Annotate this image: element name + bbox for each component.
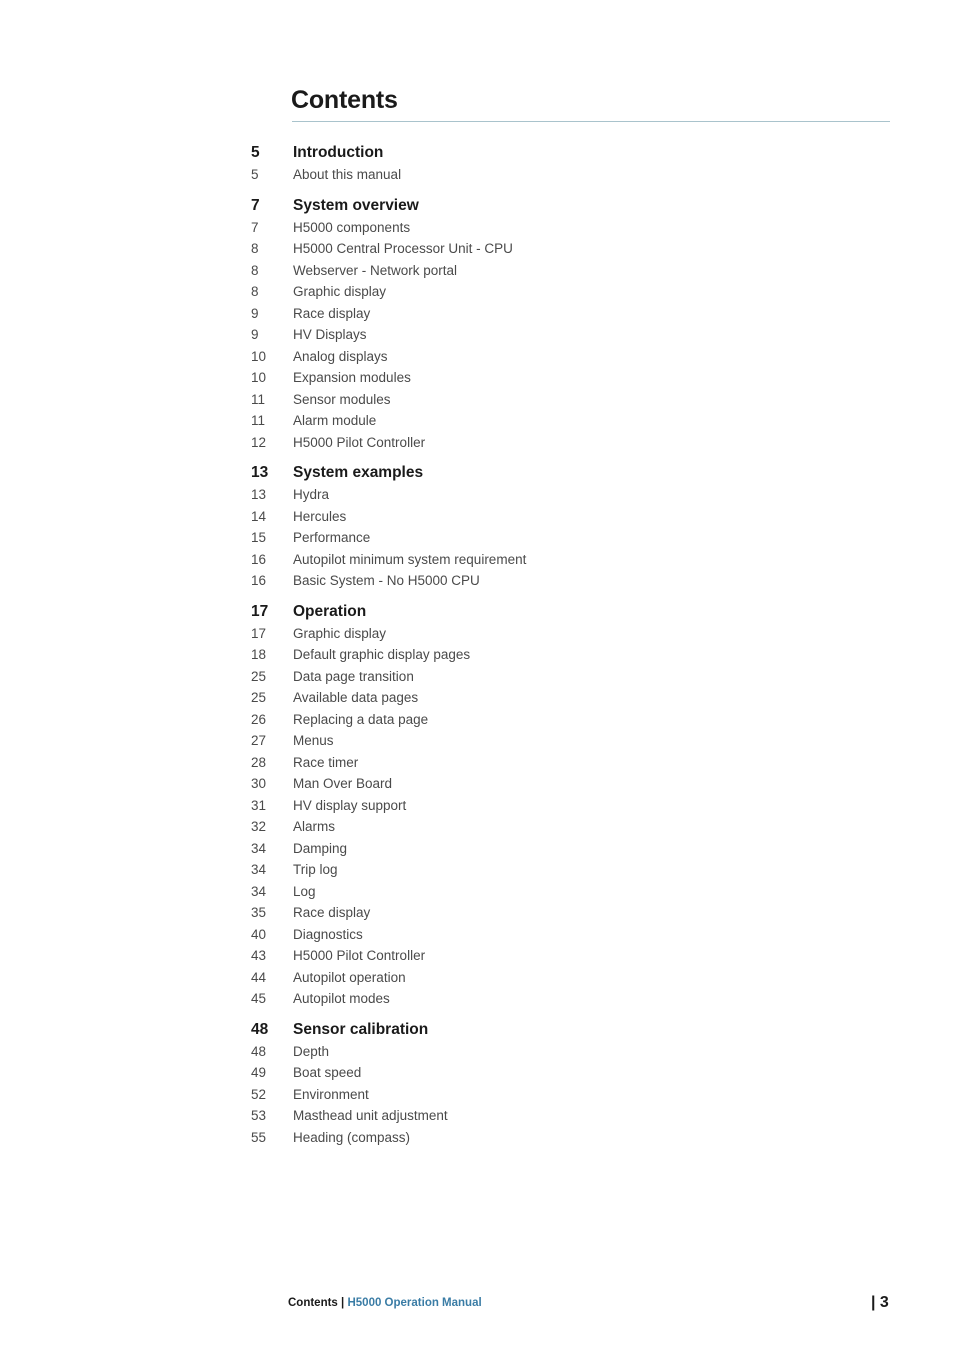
toc-entry-title: HV display support <box>293 797 407 813</box>
toc-entry-page-number: 34 <box>251 840 267 856</box>
toc-entry-title: H5000 Pilot Controller <box>293 434 426 450</box>
toc-entry[interactable] <box>251 484 891 506</box>
toc-entry[interactable] <box>251 410 891 432</box>
toc-section-page-number: 48 <box>251 1020 269 1038</box>
toc-entry-title: Man Over Board <box>293 776 393 791</box>
toc-entry-title: Menus <box>293 733 334 748</box>
toc-section-heading[interactable] <box>251 142 891 164</box>
toc-entry-page-number: 32 <box>251 819 267 834</box>
toc-entry-page-number: 45 <box>251 991 267 1006</box>
toc-entry-page-number: 31 <box>251 797 267 813</box>
toc-entry[interactable] <box>251 164 891 186</box>
footer-manual-title: H5000 Operation Manual <box>347 1297 482 1309</box>
toc-section-title: Introduction <box>293 144 384 161</box>
toc-entry-page-number: 18 <box>251 647 267 662</box>
toc-entry-page-number: 8 <box>251 262 259 278</box>
toc-entry-page-number: 25 <box>251 668 267 684</box>
toc-entry-title: About this manual <box>293 167 402 182</box>
toc-entry[interactable] <box>251 881 891 903</box>
toc-entry[interactable] <box>251 346 891 368</box>
toc-entry-title: Graphic display <box>293 625 387 641</box>
toc-entry[interactable] <box>251 816 891 838</box>
toc-section-heading[interactable] <box>251 195 891 217</box>
toc-entry-title: Hercules <box>293 508 347 524</box>
toc-entry-page-number: 14 <box>251 508 267 524</box>
toc-entry[interactable] <box>251 730 891 752</box>
toc-section <box>251 601 891 1010</box>
toc-entry-title: Alarms <box>293 819 336 834</box>
toc-entry[interactable] <box>251 432 891 454</box>
toc-entry[interactable] <box>251 945 891 967</box>
toc-entry-title: Race timer <box>293 754 359 770</box>
toc-entry[interactable] <box>251 666 891 688</box>
toc-entry-page-number: 34 <box>251 883 267 899</box>
toc-entry[interactable] <box>251 752 891 774</box>
toc-entry-page-number: 17 <box>251 625 267 641</box>
toc-entry[interactable] <box>251 217 891 239</box>
toc-entry[interactable] <box>251 795 891 817</box>
toc-section-title: System examples <box>293 464 424 481</box>
toc-entry[interactable] <box>251 549 891 571</box>
toc-entry-title: Data page transition <box>293 668 414 684</box>
toc-entry-page-number: 11 <box>251 391 266 407</box>
toc-entry-title: Autopilot operation <box>293 969 406 985</box>
toc-entry-page-number: 8 <box>251 241 259 256</box>
toc-entry-page-number: 26 <box>251 711 267 727</box>
toc-entry-page-number: 35 <box>251 905 267 920</box>
toc-section-title: System overview <box>293 196 419 214</box>
toc-entry-page-number: 27 <box>251 733 267 748</box>
toc-section <box>251 1019 891 1149</box>
toc-entry-title: Log <box>293 883 316 899</box>
toc-entry-page-number: 8 <box>251 284 259 299</box>
toc-entry[interactable] <box>251 527 891 549</box>
toc-entry[interactable] <box>251 367 891 389</box>
toc-entry[interactable] <box>251 687 891 709</box>
page-number: | 3 <box>871 1294 889 1311</box>
toc-entry-title: Boat speed <box>293 1065 362 1080</box>
toc-entry-page-number: 16 <box>251 573 267 588</box>
toc-entry[interactable] <box>251 1062 891 1084</box>
toc-entry-page-number: 7 <box>251 219 259 235</box>
toc-entry-title: Autopilot minimum system requirement <box>293 551 527 567</box>
toc-entry-page-number: 11 <box>251 413 266 428</box>
table-of-contents <box>251 142 891 1157</box>
toc-entry-title: Hydra <box>293 487 330 502</box>
toc-entry-title: Analog displays <box>293 348 388 364</box>
toc-entry-page-number: 55 <box>251 1129 267 1145</box>
title-divider <box>292 121 890 122</box>
toc-entry[interactable] <box>251 1105 891 1127</box>
footer-separator: | <box>341 1297 345 1309</box>
toc-entry-title: Race display <box>293 905 371 920</box>
toc-entry-page-number: 15 <box>251 530 267 545</box>
toc-entry-page-number: 12 <box>251 434 267 450</box>
toc-entry-title: Expansion modules <box>293 370 411 385</box>
toc-entry-title: Trip log <box>293 862 338 877</box>
toc-entry-page-number: 49 <box>251 1065 267 1080</box>
toc-entry-title: Replacing a data page <box>293 711 429 727</box>
toc-entry-page-number: 5 <box>251 167 259 182</box>
toc-entry[interactable] <box>251 644 891 666</box>
toc-entry-page-number: 43 <box>251 948 267 963</box>
toc-entry-title: Alarm module <box>293 413 377 428</box>
toc-entry-title: Default graphic display pages <box>293 647 471 662</box>
toc-entry-title: H5000 Pilot Controller <box>293 948 426 963</box>
toc-entry[interactable] <box>251 506 891 528</box>
toc-entry-title: Sensor modules <box>293 391 391 407</box>
toc-entry-title: Race display <box>293 305 371 321</box>
toc-entry-page-number: 9 <box>251 305 259 321</box>
toc-entry-title: Diagnostics <box>293 926 363 942</box>
toc-section-page-number: 7 <box>251 196 260 214</box>
toc-entry-page-number: 40 <box>251 926 267 942</box>
toc-entry-title: H5000 Central Processor Unit - CPU <box>293 241 513 256</box>
toc-section-page-number: 17 <box>251 602 269 620</box>
toc-section-heading[interactable] <box>251 1019 891 1041</box>
toc-entry-title: Available data pages <box>293 690 419 705</box>
toc-entry-page-number: 10 <box>251 348 267 364</box>
toc-entry-page-number: 13 <box>251 487 267 502</box>
page-title: Contents <box>291 86 398 114</box>
toc-section-heading[interactable] <box>251 462 891 484</box>
toc-entry[interactable] <box>251 709 891 731</box>
toc-entry-page-number: 28 <box>251 754 267 770</box>
toc-entry-page-number: 30 <box>251 776 267 791</box>
toc-entry[interactable] <box>251 570 891 592</box>
toc-entry[interactable] <box>251 988 891 1010</box>
toc-entry-page-number: 16 <box>251 551 267 567</box>
toc-section-page-number: 5 <box>251 144 260 161</box>
toc-section <box>251 195 891 454</box>
toc-section-page-number: 13 <box>251 464 269 481</box>
toc-entry-page-number: 9 <box>251 327 259 342</box>
toc-entry[interactable] <box>251 238 891 260</box>
toc-section <box>251 142 891 186</box>
toc-entry[interactable] <box>251 281 891 303</box>
toc-entry[interactable] <box>251 838 891 860</box>
toc-entry[interactable] <box>251 389 891 411</box>
toc-entry-page-number: 48 <box>251 1043 267 1059</box>
toc-entry[interactable] <box>251 260 891 282</box>
toc-entry[interactable] <box>251 1127 891 1149</box>
toc-entry[interactable] <box>251 623 891 645</box>
toc-entry-title: Basic System - No H5000 CPU <box>293 573 480 588</box>
toc-entry-title: Webserver - Network portal <box>293 262 458 278</box>
toc-entry[interactable] <box>251 324 891 346</box>
toc-entry-title: Depth <box>293 1043 330 1059</box>
toc-entry-title: Damping <box>293 840 348 856</box>
toc-entry-page-number: 53 <box>251 1108 267 1123</box>
toc-entry[interactable] <box>251 859 891 881</box>
toc-section-heading[interactable] <box>251 601 891 623</box>
page-footer <box>288 1297 482 1309</box>
toc-entry[interactable] <box>251 967 891 989</box>
toc-entry-title: Masthead unit adjustment <box>293 1108 448 1123</box>
toc-entry-title: Heading (compass) <box>293 1129 411 1145</box>
toc-entry[interactable] <box>251 902 891 924</box>
toc-entry-title: HV Displays <box>293 327 367 342</box>
toc-entry-page-number: 44 <box>251 969 267 985</box>
toc-entry[interactable] <box>251 1041 891 1063</box>
toc-entry-page-number: 25 <box>251 690 267 705</box>
toc-entry-title: Graphic display <box>293 284 387 299</box>
toc-entry-page-number: 10 <box>251 370 267 385</box>
toc-entry-title: Autopilot modes <box>293 991 390 1006</box>
toc-entry[interactable] <box>251 924 891 946</box>
toc-entry-title: Environment <box>293 1086 369 1102</box>
toc-entry-page-number: 34 <box>251 862 267 877</box>
toc-entry[interactable] <box>251 1084 891 1106</box>
toc-entry[interactable] <box>251 303 891 325</box>
toc-section-title: Sensor calibration <box>293 1020 429 1038</box>
toc-entry[interactable] <box>251 773 891 795</box>
toc-entry-page-number: 52 <box>251 1086 267 1102</box>
footer-section-label: Contents <box>288 1297 338 1309</box>
toc-entry-title: H5000 components <box>293 219 411 235</box>
toc-section <box>251 462 891 592</box>
toc-section-title: Operation <box>293 602 367 620</box>
toc-entry-title: Performance <box>293 530 371 545</box>
